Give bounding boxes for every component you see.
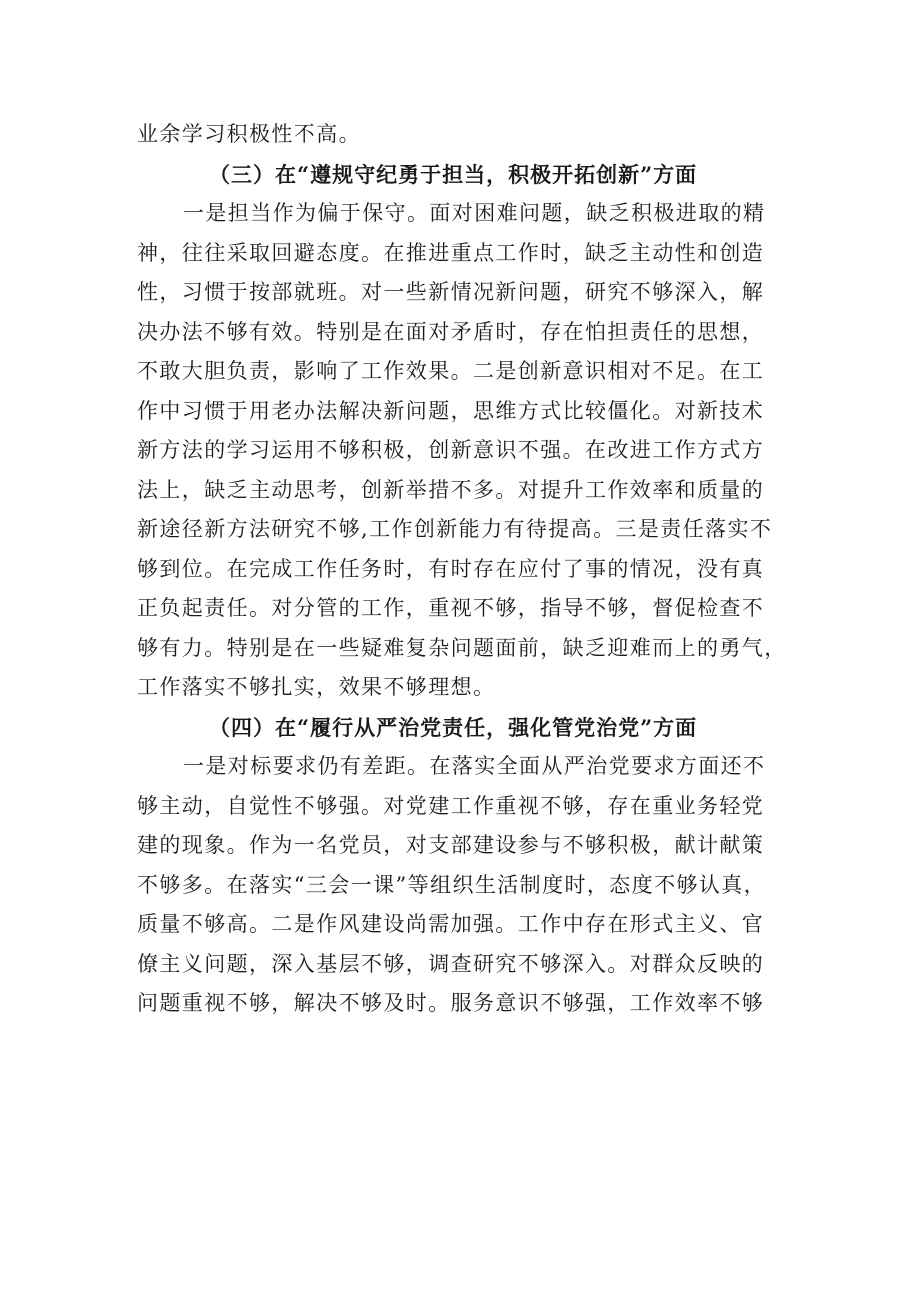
paragraph-line: 正负起责任。对分管的工作，重视不够，指导不够，督促检查不 [137,596,765,620]
paragraph-line: 够到位。在完成工作任务时，有时存在应付了事的情况，没有真 [137,556,765,581]
paragraph-line: 建的现象。作为一名党员，对支部建设参与不够积极，献计献策 [137,833,765,857]
paragraph-line: 不够多。在落实“三会一课”等组织生活制度时，态度不够认真， [137,872,767,897]
paragraph-line: 一是担当作为偏于保守。面对困难问题，缺乏积极进取的精 [183,201,766,225]
paragraph-line: 问题重视不够，解决不够及时。服务意识不够强，工作效率不够 [137,991,765,1015]
section-heading: （四）在“履行从严治党责任，强化管党治党”方面 [209,714,698,740]
paragraph-line: 法上，缺乏主动思考，创新举措不多。对提升工作效率和质量的 [137,477,765,502]
paragraph-line: 神，往往采取回避态度。在推进重点工作时，缺乏主动性和创造 [137,240,765,265]
paragraph-line: 一是对标要求仍有差距。在落实全面从严治党要求方面还不 [183,754,766,778]
paragraph-line: 业余学习积极性不高。 [137,122,361,146]
paragraph-line: 决办法不够有效。特别是在面对矛盾时，存在怕担责任的思想， [137,319,765,344]
section-heading: （三）在“遵规守纪勇于担当，积极开拓创新”方面 [209,161,698,187]
paragraph-line: 够有力。特别是在一些疑难复杂问题面前，缺乏迎难而上的勇气， [137,635,787,660]
paragraph-line: 质量不够高。二是作风建设尚需加强。工作中存在形式主义、官 [137,912,765,936]
paragraph-line: 工作落实不够扎实，效果不够理想。 [137,675,496,699]
paragraph-line: 不敢大胆负责，影响了工作效果。二是创新意识相对不足。在工 [137,359,765,383]
paragraph-line: 僚主义问题，深入基层不够，调查研究不够深入。对群众反映的 [137,951,765,976]
paragraph-line: 新方法的学习运用不够积极，创新意识不强。在改进工作方式方 [137,438,765,462]
paragraph-line: 性，习惯于按部就班。对一些新情况新问题，研究不够深入，解 [137,280,765,304]
paragraph-line: 作中习惯于用老办法解决新问题，思维方式比较僵化。对新技术 [137,398,765,423]
paragraph-line: 新途径新方法研究不够,工作创新能力有待提高。三是责任落实不 [137,517,773,541]
paragraph-line: 够主动，自觉性不够强。对党建工作重视不够，存在重业务轻党 [137,793,765,818]
document-body [137,115,797,1024]
